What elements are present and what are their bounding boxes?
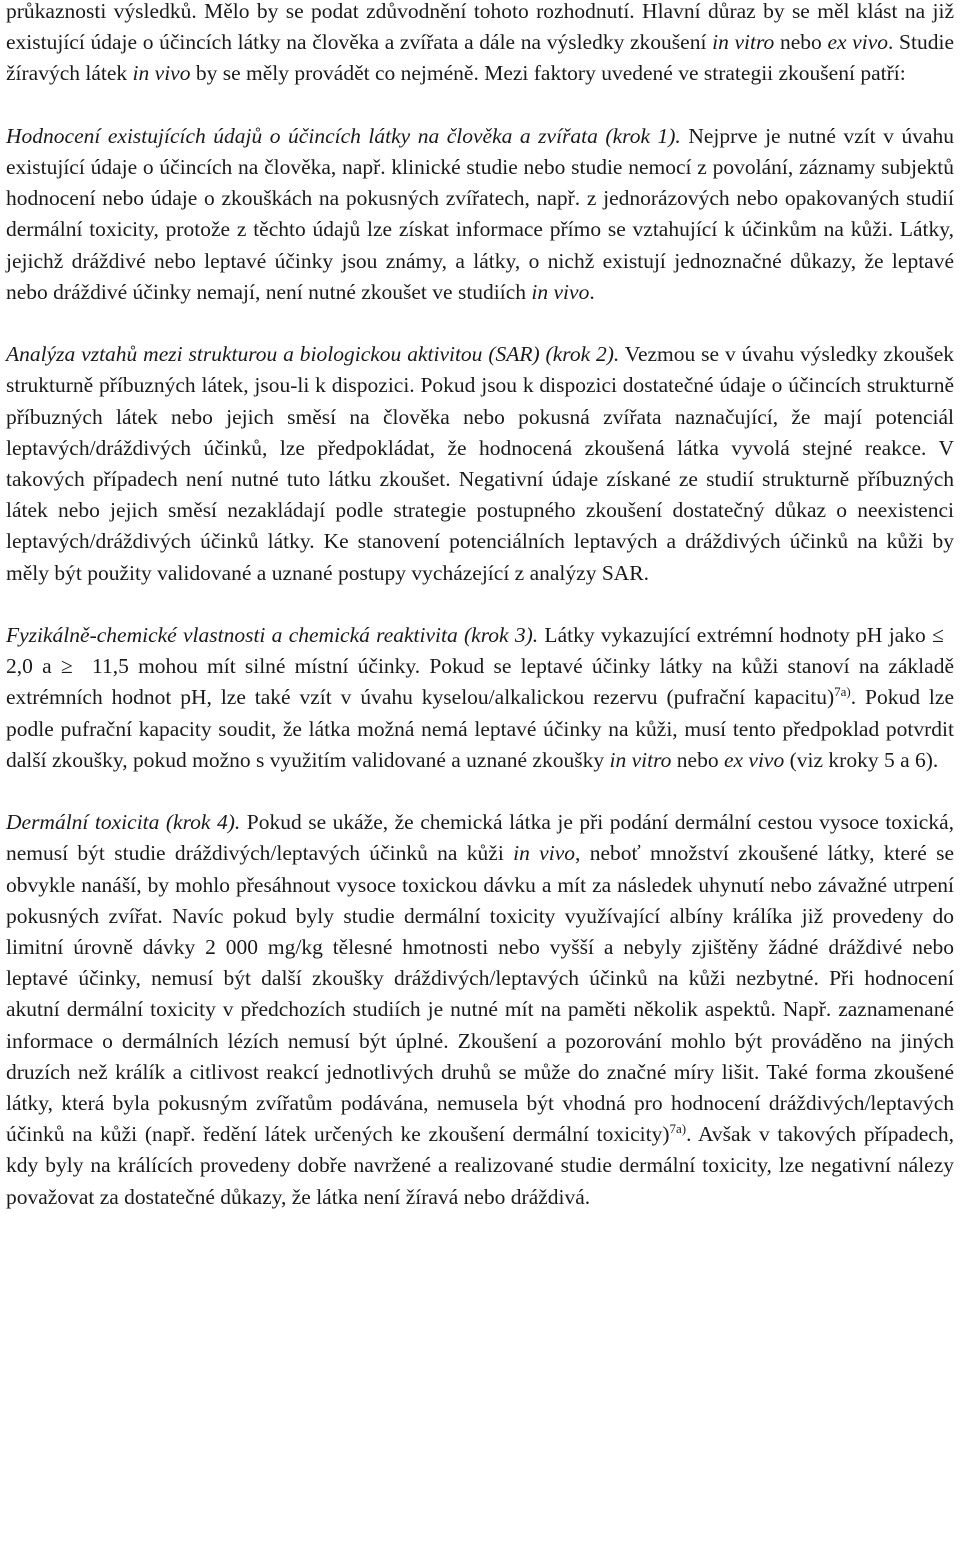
text-run: .	[589, 279, 595, 304]
text-run: . Studie žíravých látek	[6, 30, 954, 86]
text-run: Vezmou se v úvahu výsledky zkoušek strukturně příbuzných látek, jsou-li k dispozici. Pokud jsou k dispozici dostatečné údaje o účincích strukturně příbuzných látek nebo jejich směsí na člověka nebo pokusná zvířata naznačující, že mají potenciál leptavých/dráždivých účinků, lze předpokládat, že hodnocená zkoušená látka vyvolá stejné reakce. V takových případech není nutné tuto látku zkoušet. Negativní údaje získané ze studií strukturně příbuzných látek nebo jejich směsí nezakládají podle strategie postupného zkoušení dostatečný důkaz o neexistenci leptavých/dráždivých účinků látky. Ke stanovení potenciálních leptavých a dráždivých účinků na kůži by měly být použity validované a uznané postupy vycházející z analýzy SAR.	[6, 342, 954, 585]
paragraph-step-1	[6, 121, 954, 308]
paragraph-step-2	[6, 339, 954, 589]
italic-term: in vitro	[712, 30, 775, 55]
italic-term: in vivo	[132, 61, 191, 86]
text-run: . Avšak v takových případech, kdy byly na králících provedeny dobře navržené a realizované studie dermální toxicity, lze negativní nálezy považovat za dostatečné důkazy, že látka není žíravá nebo dráždivá.	[6, 1122, 954, 1209]
step-heading: Dermální toxicita (krok 4).	[6, 810, 241, 835]
italic-term: ex vivo	[723, 747, 785, 772]
text-run: nebo	[671, 747, 724, 772]
text-run: Nejprve je nutné vzít v úvahu existující údaje o účincích na člověka, např. klinické studie nebo studie nemocí z povolání, záznamy subjektů hodnocení nebo údaje o zkouškách na pokusných zvířatech, např. z jednorázových nebo opakovaných studií dermální toxicity, protože z těchto údajů lze získat informace přímo se vztahující k účinkům na kůži. Látky, jejichž dráždivé nebo leptavé účinky jsou známy, a látky, o nichž existují jednoznačné důkazy, že leptavé nebo dráždivé účinky nemají, není nutné zkoušet ve studiích	[6, 123, 954, 304]
text-run: 11,5 mohou mít silné místní účinky. Pokud se leptavé účinky látky na kůži stanoví na základě extrémních hodnot pH, lze také vzít v úvahu kyselou/alkalickou rezervu (pufrační kapacitu)	[6, 654, 954, 710]
italic-term: ex vivo	[827, 30, 888, 55]
text-run: Látky vykazující extrémní hodnoty pH jako	[538, 623, 932, 648]
footnote-ref: 7a)	[669, 1121, 687, 1137]
text-run: , neboť množství zkoušené látky, které se obvykle nanáší, by mohlo přesáhnout vysoce toxickou dávku a mít za následek uhynutí nebo závažné utrpení pokusných zvířat. Navíc pokud byly studie dermální toxicity využívající albíny králíka již provedeny do limitní úrovně dávky 2 000 mg/kg tělesné hmotnosti nebo vyšší a nebyly zjištěny žádné dráždivé nebo leptavé účinky, nemusí být další zkoušky dráždivých/leptavých účinků na kůži nezbytné. Při hodnocení akutní dermální toxicity v předchozích studiích je nutné mít na paměti několik aspektů. Např. zaznamenané informace o dermálních lézích nemusí být úplné. Zkoušení a pozorování mohlo být prováděno na jiných druzích než králík a citlivost reakcí jednotlivých druhů se může do značné míry lišit. Také forma zkoušené látky, která byla pokusným zvířatům podávána, nemusela být vhodná pro hodnocení dráždivých/leptavých účinků na kůži (např. ředění látek určených ke zkoušení dermální toxicity)	[6, 841, 954, 1147]
paragraph-intro	[6, 0, 954, 90]
text-run: (viz kroky 5 a 6).	[784, 747, 939, 772]
paragraph-step-4	[6, 807, 954, 1213]
less-equal-symbol: ≤	[932, 623, 944, 648]
italic-term: in vivo	[531, 279, 590, 304]
text-run: 2,0 a	[6, 654, 61, 679]
paragraph-step-3	[6, 620, 954, 776]
italic-term: in vitro	[609, 747, 672, 772]
step-heading: Fyzikálně-chemické vlastnosti a chemická reaktivita (krok 3).	[6, 623, 539, 648]
text-run: nebo	[774, 30, 828, 55]
text-run: Pokud se ukáže, že chemická látka je při podání dermální cestou vysoce toxická, nemusí být studie dráždivých/leptavých účinků na kůži	[6, 810, 954, 866]
footnote-ref: 7a)	[834, 684, 851, 700]
text-run: by se měly provádět co nejméně. Mezi faktory uvedené ve strategii zkoušení patří:	[190, 61, 906, 86]
text-run: průkaznosti výsledků. Mělo by se podat zdůvodnění tohoto rozhodnutí. Hlavní důraz by se měl klást na již existující údaje o účincích látky na člověka a zvířata a dále na výsledky zkoušení	[6, 0, 954, 55]
step-heading: Hodnocení existujících údajů o účincích látky na člověka a zvířata (krok 1).	[6, 123, 681, 148]
step-heading: Analýza vztahů mezi strukturou a biologickou aktivitou (SAR) (krok 2).	[6, 342, 620, 367]
italic-term: in vivo	[513, 841, 575, 866]
text-run: . Pokud lze podle pufrační kapacity soudit, že látka možná nemá leptavé účinky na kůži, musí tento předpoklad potvrdit další zkoušky, pokud možno s využitím validované a uznané zkoušky	[6, 685, 954, 772]
greater-equal-symbol: ≥	[60, 654, 73, 679]
